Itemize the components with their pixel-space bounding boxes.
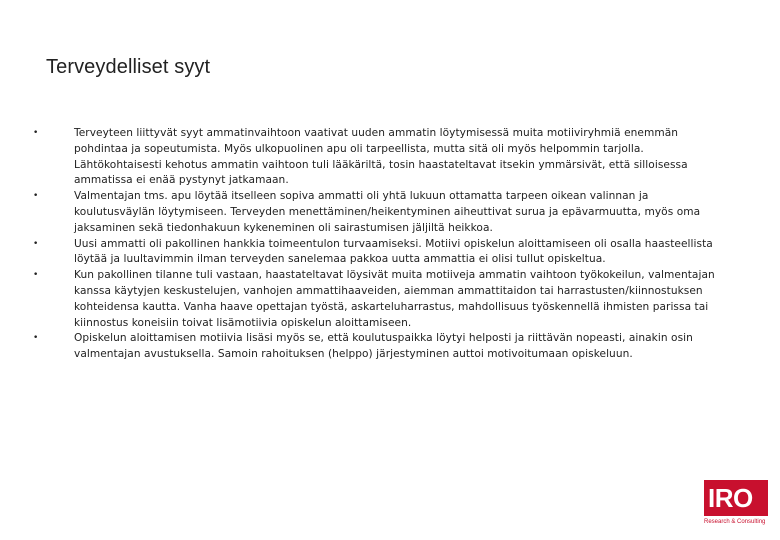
bullet-item: • Uusi ammatti oli pakollinen hankkia toimeentulon turvaamiseksi. Motiivi opiskelun aloittamiseen oli osalla haasteellista löytää ja luultavimmin ilman terveyden sanelemaa pakkoa uutta ammattia ei olisi tullut opiskeltua. bbox=[30, 237, 730, 269]
slide-title: Terveydelliset syyt bbox=[46, 56, 211, 78]
bullet-item: • Kun pakollinen tilanne tuli vastaan, haastateltavat löysivät muita motiiveja ammatin vaihtoon työkokeilun, valmentajan kanssa käytyjen keskustelujen, vanhojen ammattihaaveiden, aiemman ammattitaidon tai harrastusten/kiinnostuksen kohteidensa kautta. Vanha haave opettajan työstä, askarteluharrastus, mahdollisuus työskennellä ihmisten parissa tai kiinnostus koneisiin toivat lisämotiivia opiskelun aloittamiseen. bbox=[30, 268, 730, 331]
bullet-item: • Valmentajan tms. apu löytää itselleen sopiva ammatti oli yhtä lukuun ottamatta tarpeen oikean valinnan ja koulutusväylän löytymiseen. Terveyden menettäminen/heikentyminen aiheuttivat surua ja epävarmuutta, myös oma jaksaminen sekä tiedonhakuun kykeneminen oli sairastumisen jäljiltä heikkoa. bbox=[30, 189, 730, 236]
bullet-list bbox=[30, 126, 730, 363]
logo-tagline: Research & Consulting bbox=[704, 519, 766, 525]
bullet-item: • Terveyteen liittyvät syyt ammatinvaihtoon vaativat uuden ammatin löytymisessä muita motiiviryhmiä enemmän pohdintaa ja sopeutumista. Myös ulkopuolinen apu oli tarpeellista, mutta sitä oli myös helpommin tarjolla. Lähtökohtaisesti kehotus ammatin vaihtoon tuli lääkäriltä, tosin haastateltavat itsekin ymmärsivät, että silloisessa ammatissa ei enää pystynyt jatkamaan. bbox=[30, 126, 730, 189]
iro-logo bbox=[704, 480, 770, 525]
logo-text: IRO bbox=[708, 483, 753, 513]
logo-box bbox=[704, 480, 768, 516]
bullet-item: • Opiskelun aloittamisen motiivia lisäsi myös se, että koulutuspaikka löytyi helposti ja riittävän nopeasti, ainakin osin valmentajan avustuksella. Samoin rahoituksen (helppo) järjestyminen auttoi motivoitumaan opiskeluun. bbox=[30, 331, 730, 363]
